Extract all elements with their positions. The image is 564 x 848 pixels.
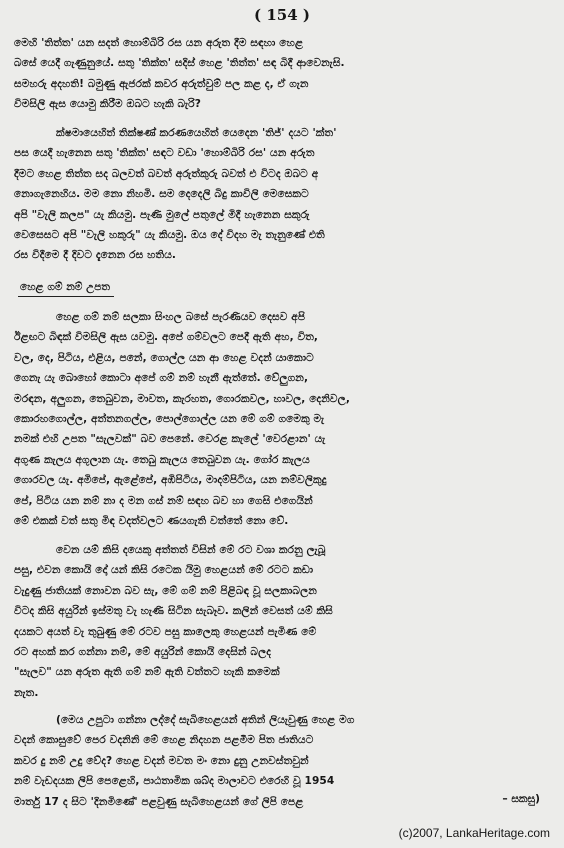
paragraph-line: නම් වැඩදයක ලිපි පෙළෙහි, පාඨතාමික ශබ්ද මාලාවට එරෙහි වූ 1954 xyxy=(14,775,335,788)
paragraph-line: ක්ෂමායෙහිත් තික්ෂණ් කරණයෙහිත් යෙදෙන 'තිජ්' දයට 'ක්ත' xyxy=(56,127,337,139)
paragraph-5 xyxy=(14,710,549,812)
paragraph-line: මරඳන, අලුගන, තෙබුවන, මාවත, කැරහත, ගොරකවල, හාවල, දෙනිවල, xyxy=(14,392,350,405)
paragraph-line: නොගැනෙහිය. මම නො නිහමි. සම දෙදෙලි බිදු කාවිලි මෙසෙකට xyxy=(14,188,309,201)
paragraph-line: දයකට අයත් වැ තුබුණු මේ රටව පසු කාලෙකු හෙළයන් පැමිණ මේ xyxy=(14,625,317,638)
paragraph-line: බසේ යෙදී ගැණුනුයේ. සතු 'තික්ත' සදිස් හෙළ 'තිත්ත' සඳ බිදී ආවෙනැසි. xyxy=(14,57,345,70)
paragraph-line: ගෙනැ යැ බොහෝ කොටා අපේ ගම් නම් හැනී ඇත්තේ. වේලුගන, xyxy=(14,372,309,385)
paragraph-line: නැත. xyxy=(14,686,39,699)
paragraph-line: විටද කිසි අයුරින් ඉස්මතු වැ හැණි සිටින සැබෑව. කලින් වෙසත් යම් කිසි xyxy=(14,605,333,618)
paragraph-line: අගුණ කැලය අගුලාන යැ. තෙබු කැලය තෙබුවන යැ. ගෝර කැලය xyxy=(14,453,310,466)
paragraph-line: පසු, එවන කොයි දෝ යන් කිසි රටෙක යිමු හෙළයන් මේ රටට කඩා xyxy=(14,564,314,577)
paragraph-line: ඊළඟට බිඳක් විමසිලි ඇස යවමු. අපේ ගම්වලට පෙදී ඇති අහ, විත, xyxy=(14,331,319,344)
paragraph-line: "සැලව" යන අරුත ඇති ගම් නම් ඇති වත්තට හැකි කමෙක් xyxy=(14,666,280,679)
page-number: ( 154 ) xyxy=(254,6,310,24)
paragraph-line: රස විදීමෙ දී දිවට දැනෙන රස හතිය. xyxy=(14,249,177,262)
paragraph-1 xyxy=(14,33,549,115)
paragraph-line: කොරහගොල්ල, අත්තනගල්ල, පොල්ගොල්ල යන මේ ගම් ගමෙකු මැ xyxy=(14,412,325,425)
paragraph-line: හෙළ ගම් නම් සලකා සිංහල බසේ පැරණියව දෙසව අපි xyxy=(56,311,306,323)
signature: – සකසු) xyxy=(502,793,540,805)
copyright-notice: (c)2007, LankaHeritage.com xyxy=(398,826,550,840)
paragraph-line: සමහරු අදහති! බමුණු ඇජරක් කවර අරුත්වුම් පල කළ ද, ඒ ගැන xyxy=(14,77,309,90)
paragraph-line: දීමට හෙළ තිත්ත සද බලවත් බවත් අරුත්කුරු බවත් එ විටද ඔබට අ xyxy=(14,167,319,180)
paragraph-line: මාර්තු 17 ද සිට 'දිනමිණේ' පළවුණු සැබිහෙළයන් ගේ ලිපි පෙළ xyxy=(14,795,304,808)
paragraph-line: මේ එකක් වත් සතු මිඳ වදත්වලට ණයගැති වත්තේ නො වේ. xyxy=(14,514,289,527)
paragraph-3 xyxy=(14,307,549,531)
paragraph-line: පස යෙදී හැනෙන සතු 'තික්ත' සඳට වඩා 'හොම්බිරි රස' යන අරුත xyxy=(14,147,315,160)
paragraph-2 xyxy=(14,123,549,266)
paragraph-line: පේ, පිටිය යන නම් නා ද මන ගස් නම් සඳහ බව හා ගෙසි එගෙයින් xyxy=(14,494,313,507)
paragraph-line: වල, දෙ, පිටිය, එළිය, පනේ, ගොල්ල යන ආ හෙළ වදන් යාකොට xyxy=(14,351,314,364)
paragraph-line: වැදුණු ජාතියක් නොවන බව සැ, මේ ගම් නම් පිළිබඳ වූ සලකාබලන xyxy=(14,584,317,597)
paragraph-line: වෙන යම් කිසි දයෙකු අත්තත් විසින් මේ රට වශා කරනු ලැබූ xyxy=(56,544,326,556)
paragraph-line: (මෙය උපුටා ගන්නා ලද්දේ සැබිහෙළයන් අතින් ලියැවුණු හෙළ මග xyxy=(56,714,355,726)
paragraph-line: ගොරවල යැ. අමිපේ, ඇළේපේ, අඹිපිටිය, මාදම්පිටිය, යන නම්වලිකුදු xyxy=(14,474,327,487)
paragraph-line: කවර දු නම් උදු වේද? හෙළ වදන් මවත මං නො දුනු උනවස්තවුන් xyxy=(14,754,309,767)
paragraph-line: මෙහි 'තිත්ත' යන සදත් හොම්බිරි රස යන අරුත දීම සඳහා හෙළ xyxy=(14,37,304,49)
section-heading: හෙළ ගම් නම් උපත xyxy=(18,281,114,297)
paragraph-line: රට අහක් කර ගන්නා නම්, මේ අයුරින් කොයි දෙසින් බලද xyxy=(14,645,272,658)
paragraph-line: වදන් කොසුවේ පෙර වදනිනි මේ හෙළ නිදහන පළමීම පිත ජාතියට xyxy=(14,734,314,747)
paragraph-line: වෙසෙසට අපි "වැලි හකුරු" යැ කියමු. ඔය දේ විදහ මැ තැනුණේ එති xyxy=(14,228,325,241)
paragraph-line: අපි "වැලි කලප" යැ කියමු. පැණි මුලේ පතුලේ මිදී හැනෙන සකුරු xyxy=(14,208,310,221)
paragraph-line: නමක් එහි උපත "සැලවක්" බව පෙනේ. වෙරළ කැලේ 'වෙරළාන' යැ xyxy=(14,433,326,446)
paragraph-line: විමසිලි ඇස යොමු කිරීම ඔබට හැකි බැරි? xyxy=(14,98,201,111)
paragraph-4 xyxy=(14,540,549,703)
